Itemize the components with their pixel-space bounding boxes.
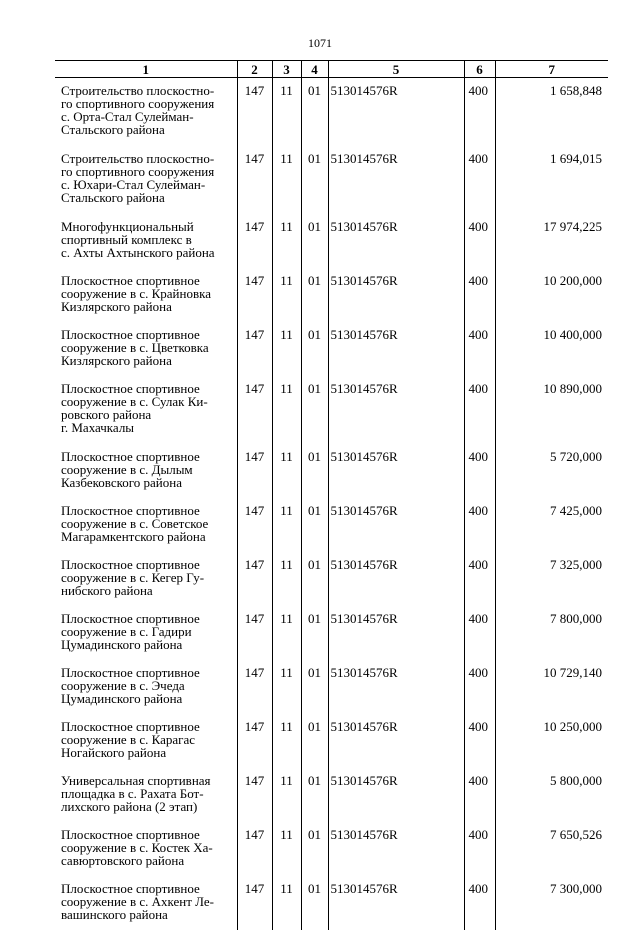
- subsection-code-cell: 01: [301, 498, 328, 552]
- expense-type-cell: 400: [464, 376, 495, 444]
- table-row: [55, 146, 608, 214]
- amount-cell: 10 890,000: [495, 376, 608, 444]
- ministry-code-cell: 147: [237, 78, 272, 147]
- table-row: [55, 822, 608, 876]
- amount-cell: 1 694,015: [495, 146, 608, 214]
- section-code-cell: 11: [272, 268, 301, 322]
- subsection-code-cell: 01: [301, 660, 328, 714]
- table-row: [55, 552, 608, 606]
- target-article-cell: 513014576R: [328, 660, 464, 714]
- object-name-cell: Плоскостное спортивное сооружение в с. Крайновка Кизлярского района: [55, 268, 237, 322]
- subsection-code-cell: 01: [301, 78, 328, 147]
- target-article-cell: 513014576R: [328, 146, 464, 214]
- ministry-code-cell: 147: [237, 822, 272, 876]
- ministry-code-cell: 147: [237, 444, 272, 498]
- ministry-code-cell: 147: [237, 146, 272, 214]
- section-code-cell: 11: [272, 660, 301, 714]
- target-article-cell: 513014576R: [328, 552, 464, 606]
- amount-cell: 10 250,000: [495, 714, 608, 768]
- ministry-code-cell: 147: [237, 322, 272, 376]
- target-article-cell: 513014576R: [328, 78, 464, 147]
- expense-type-cell: 400: [464, 444, 495, 498]
- object-name-cell: Плоскостное спортивное сооружение в с. Карагас Ногайского района: [55, 714, 237, 768]
- header-col-6: 6: [464, 61, 495, 78]
- subsection-code-cell: 01: [301, 822, 328, 876]
- subsection-code-cell: 01: [301, 606, 328, 660]
- amount-cell: 7 425,000: [495, 498, 608, 552]
- expense-type-cell: 400: [464, 768, 495, 822]
- table-row: [55, 714, 608, 768]
- object-name-cell: Строительство плоскостно- го спортивного сооружения с. Юхари-Стал Сулейман- Стальского района: [55, 146, 237, 214]
- section-code-cell: 11: [272, 146, 301, 214]
- section-code-cell: 11: [272, 214, 301, 268]
- amount-cell: 5 800,000: [495, 768, 608, 822]
- object-name-cell: Универсальная спортивная площадка в с. Рахата Бот- лихского района (2 этап): [55, 768, 237, 822]
- target-article-cell: 513014576R: [328, 322, 464, 376]
- ministry-code-cell: 147: [237, 768, 272, 822]
- budget-table: [55, 60, 608, 930]
- table-row: [55, 768, 608, 822]
- subsection-code-cell: 01: [301, 268, 328, 322]
- header-col-2: 2: [237, 61, 272, 78]
- amount-cell: 1 658,848: [495, 78, 608, 147]
- amount-cell: 10 729,140: [495, 660, 608, 714]
- expense-type-cell: 400: [464, 876, 495, 930]
- ministry-code-cell: 147: [237, 214, 272, 268]
- ministry-code-cell: 147: [237, 660, 272, 714]
- object-name-cell: Плоскостное спортивное сооружение в с. Ахкент Ле- вашинского района: [55, 876, 237, 930]
- subsection-code-cell: 01: [301, 322, 328, 376]
- section-code-cell: 11: [272, 606, 301, 660]
- object-name-cell: Строительство плоскостно- го спортивного сооружения с. Орта-Стал Сулейман- Стальского района: [55, 78, 237, 147]
- header-col-1: 1: [55, 61, 237, 78]
- target-article-cell: 513014576R: [328, 498, 464, 552]
- target-article-cell: 513014576R: [328, 768, 464, 822]
- ministry-code-cell: 147: [237, 876, 272, 930]
- amount-cell: 7 650,526: [495, 822, 608, 876]
- header-col-7: 7: [495, 61, 608, 78]
- section-code-cell: 11: [272, 714, 301, 768]
- expense-type-cell: 400: [464, 322, 495, 376]
- expense-type-cell: 400: [464, 552, 495, 606]
- table-row: [55, 214, 608, 268]
- subsection-code-cell: 01: [301, 714, 328, 768]
- section-code-cell: 11: [272, 876, 301, 930]
- header-col-5: 5: [328, 61, 464, 78]
- subsection-code-cell: 01: [301, 214, 328, 268]
- expense-type-cell: 400: [464, 606, 495, 660]
- amount-cell: 17 974,225: [495, 214, 608, 268]
- target-article-cell: 513014576R: [328, 214, 464, 268]
- amount-cell: 7 800,000: [495, 606, 608, 660]
- target-article-cell: 513014576R: [328, 714, 464, 768]
- object-name-cell: Плоскостное спортивное сооружение в с. Гадири Цумадинского района: [55, 606, 237, 660]
- table-row: [55, 498, 608, 552]
- expense-type-cell: 400: [464, 268, 495, 322]
- amount-cell: 10 400,000: [495, 322, 608, 376]
- table-row: [55, 660, 608, 714]
- target-article-cell: 513014576R: [328, 822, 464, 876]
- table-row: [55, 876, 608, 930]
- page-number: 1071: [0, 36, 640, 51]
- target-article-cell: 513014576R: [328, 268, 464, 322]
- expense-type-cell: 400: [464, 498, 495, 552]
- table-body: [55, 78, 608, 930]
- section-code-cell: 11: [272, 822, 301, 876]
- expense-type-cell: 400: [464, 78, 495, 147]
- expense-type-cell: 400: [464, 214, 495, 268]
- object-name-cell: Многофункциональный спортивный комплекс в с. Ахты Ахтынского района: [55, 214, 237, 268]
- subsection-code-cell: 01: [301, 768, 328, 822]
- section-code-cell: 11: [272, 78, 301, 147]
- section-code-cell: 11: [272, 768, 301, 822]
- table-row: [55, 376, 608, 444]
- table-row: [55, 268, 608, 322]
- amount-cell: 7 325,000: [495, 552, 608, 606]
- object-name-cell: Плоскостное спортивное сооружение в с. Эчеда Цумадинского района: [55, 660, 237, 714]
- object-name-cell: Плоскостное спортивное сооружение в с. Советское Магарамкентского района: [55, 498, 237, 552]
- object-name-cell: Плоскостное спортивное сооружение в с. Цветковка Кизлярского района: [55, 322, 237, 376]
- header-col-4: 4: [301, 61, 328, 78]
- section-code-cell: 11: [272, 322, 301, 376]
- section-code-cell: 11: [272, 552, 301, 606]
- table-row: [55, 444, 608, 498]
- subsection-code-cell: 01: [301, 444, 328, 498]
- table-header-row: [55, 61, 608, 78]
- subsection-code-cell: 01: [301, 876, 328, 930]
- expense-type-cell: 400: [464, 714, 495, 768]
- subsection-code-cell: 01: [301, 376, 328, 444]
- table-row: [55, 322, 608, 376]
- ministry-code-cell: 147: [237, 376, 272, 444]
- ministry-code-cell: 147: [237, 606, 272, 660]
- section-code-cell: 11: [272, 498, 301, 552]
- object-name-cell: Плоскостное спортивное сооружение в с. Дылым Казбековского района: [55, 444, 237, 498]
- object-name-cell: Плоскостное спортивное сооружение в с. Костек Ха- савюртовского района: [55, 822, 237, 876]
- ministry-code-cell: 147: [237, 498, 272, 552]
- subsection-code-cell: 01: [301, 146, 328, 214]
- expense-type-cell: 400: [464, 822, 495, 876]
- header-col-3: 3: [272, 61, 301, 78]
- object-name-cell: Плоскостное спортивное сооружение в с. Сулак Ки- ровского района г. Махачкалы: [55, 376, 237, 444]
- ministry-code-cell: 147: [237, 268, 272, 322]
- amount-cell: 10 200,000: [495, 268, 608, 322]
- subsection-code-cell: 01: [301, 552, 328, 606]
- table-row: [55, 606, 608, 660]
- amount-cell: 7 300,000: [495, 876, 608, 930]
- target-article-cell: 513014576R: [328, 876, 464, 930]
- section-code-cell: 11: [272, 376, 301, 444]
- target-article-cell: 513014576R: [328, 376, 464, 444]
- ministry-code-cell: 147: [237, 714, 272, 768]
- amount-cell: 5 720,000: [495, 444, 608, 498]
- expense-type-cell: 400: [464, 146, 495, 214]
- ministry-code-cell: 147: [237, 552, 272, 606]
- target-article-cell: 513014576R: [328, 606, 464, 660]
- section-code-cell: 11: [272, 444, 301, 498]
- expense-type-cell: 400: [464, 660, 495, 714]
- object-name-cell: Плоскостное спортивное сооружение в с. Кегер Гу- нибского района: [55, 552, 237, 606]
- target-article-cell: 513014576R: [328, 444, 464, 498]
- table-row: [55, 78, 608, 147]
